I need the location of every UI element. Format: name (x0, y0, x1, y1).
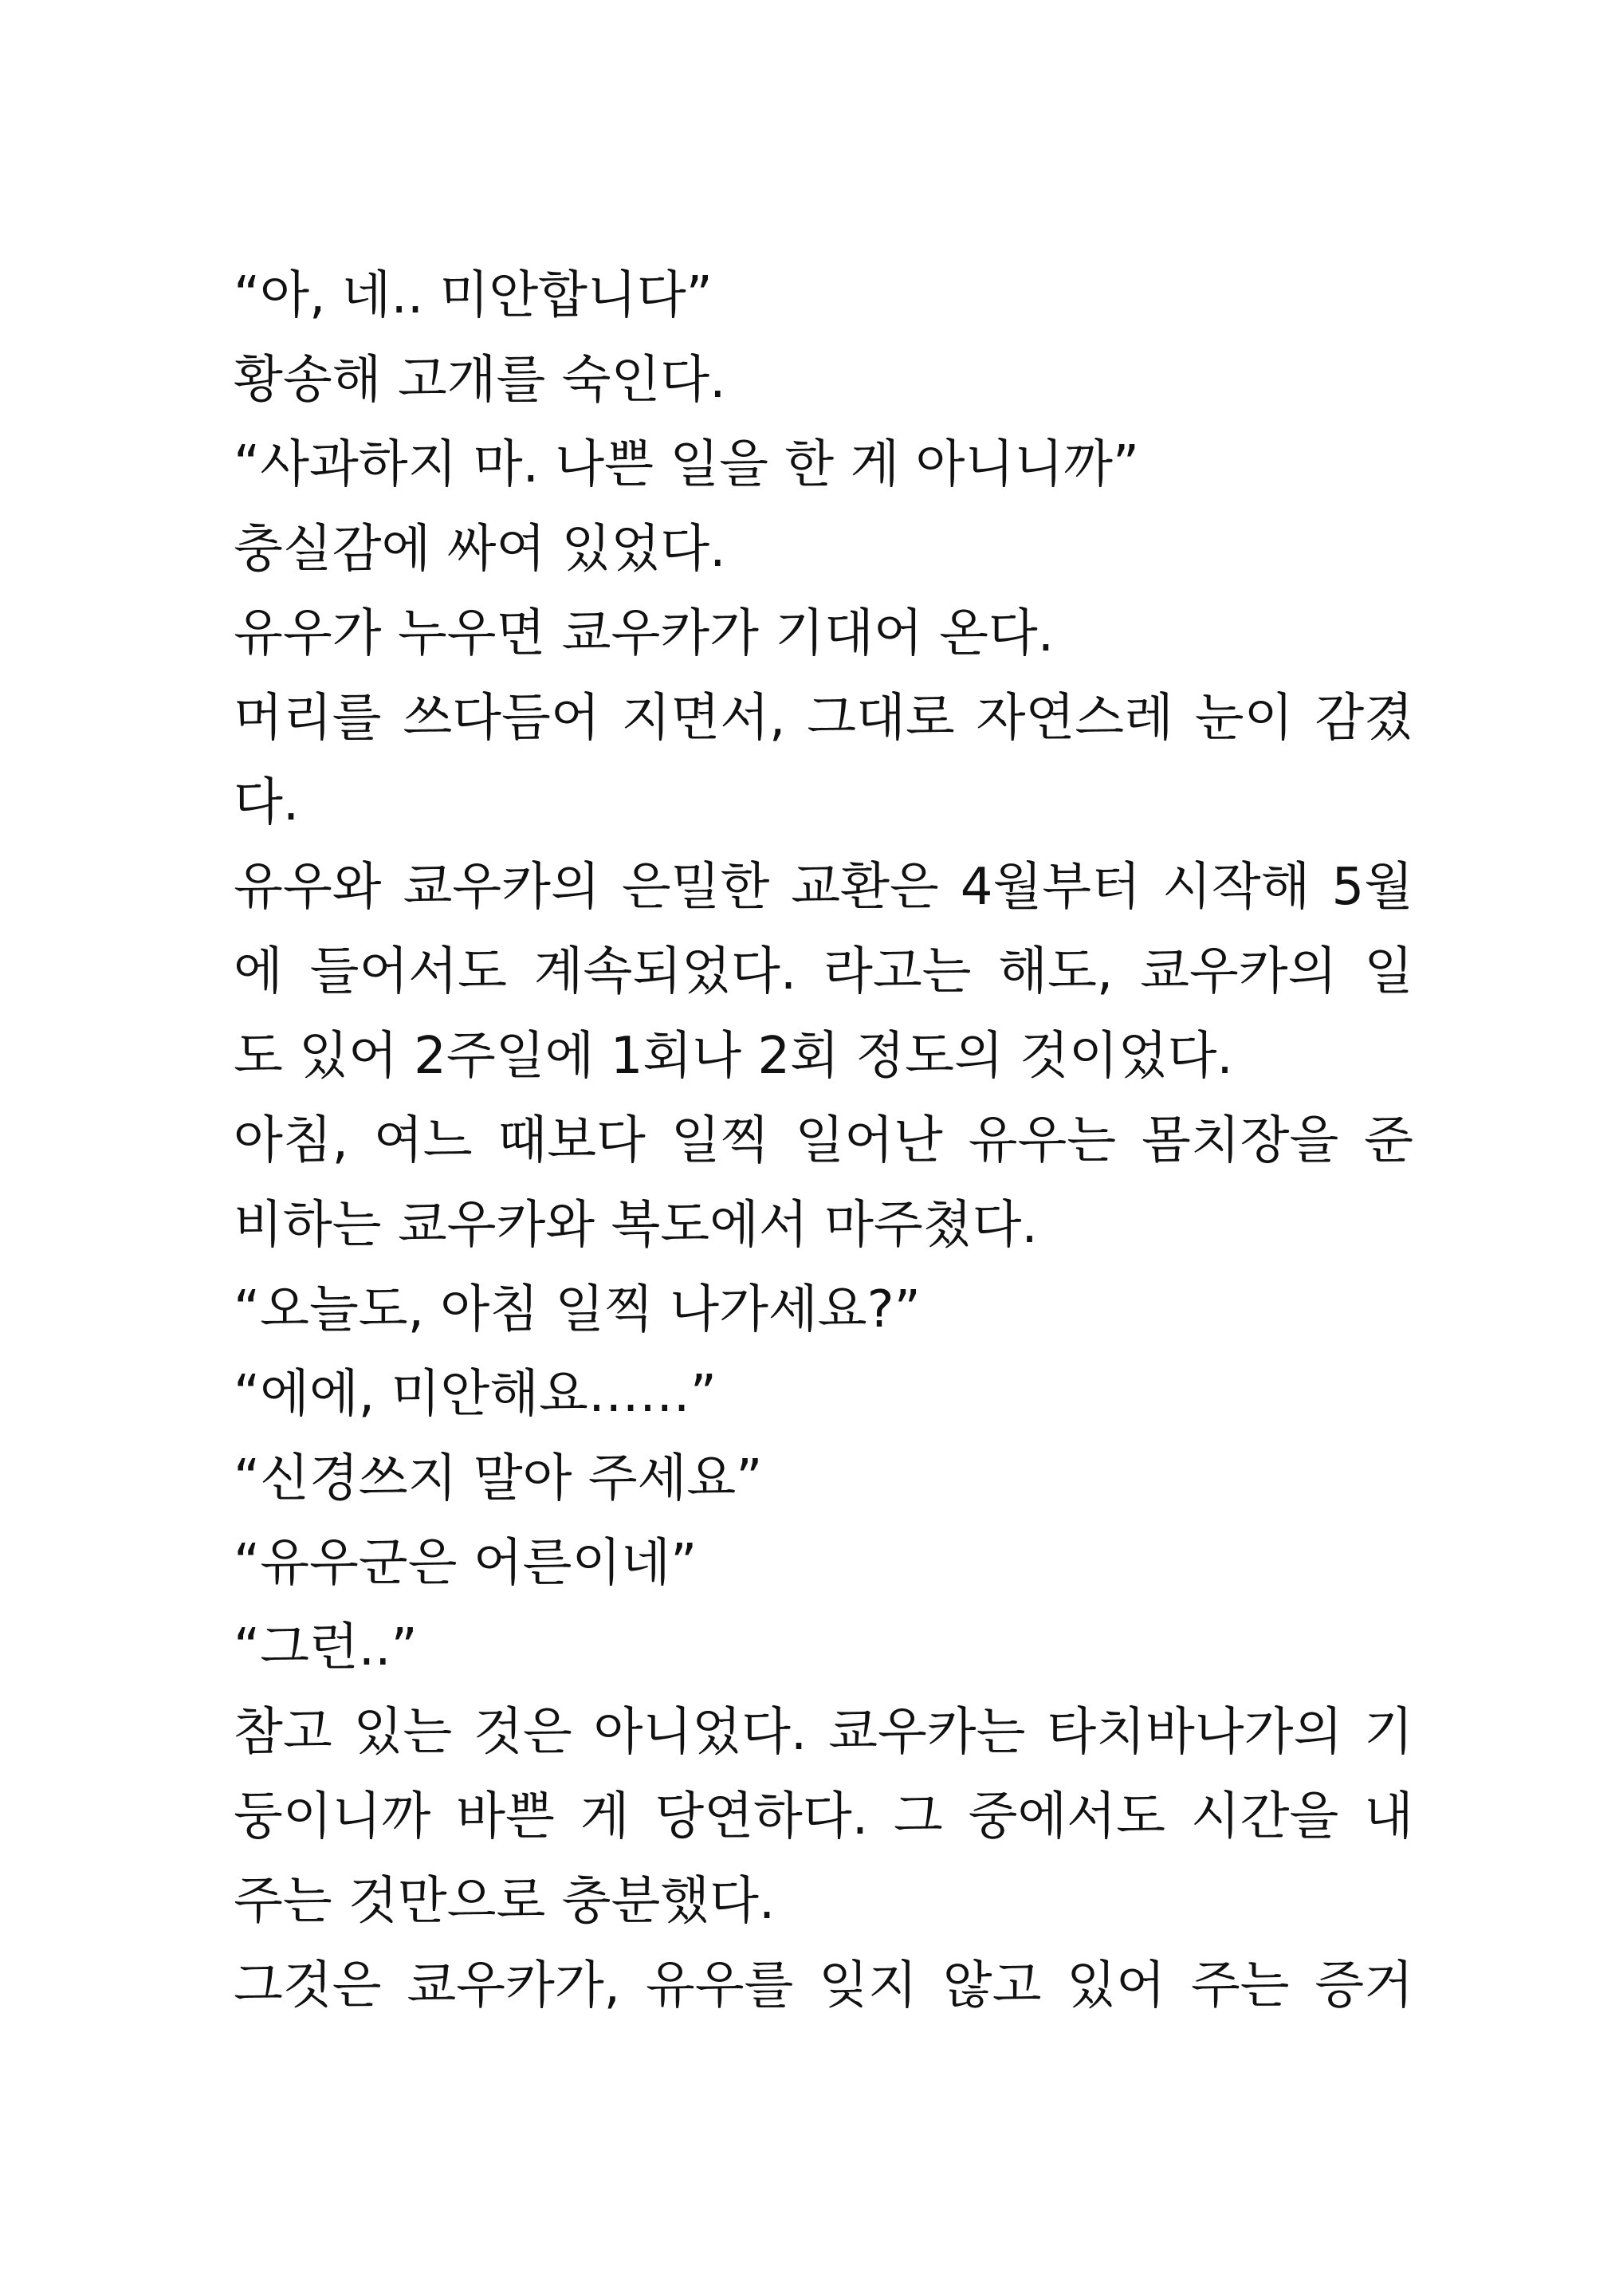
text-line: 머리를 쓰다듬어 지면서, 그대로 자연스레 눈이 감겼 (234, 689, 1413, 748)
dialogue-line: “아, 네.. 미안합니다” (234, 266, 713, 325)
dialogue-line: “오늘도, 아침 일찍 나가세요?” (234, 1280, 921, 1339)
text-line: 다. (234, 773, 300, 832)
dialogue-line: “신경쓰지 말아 주세요” (234, 1449, 763, 1508)
dialogue-line: “그런..” (234, 1618, 418, 1677)
text-line: 둥이니까 바쁜 게 당연하다. 그 중에서도 시간을 내 (234, 1787, 1413, 1846)
text-line: 유우와 쿄우카의 은밀한 교환은 4월부터 시작해 5월 (234, 858, 1413, 917)
text-line: 충실감에 싸여 있었다. (234, 520, 726, 579)
text-line: 도 있어 2주일에 1회나 2회 정도의 것이었다. (234, 1027, 1233, 1086)
text-line: 아침, 여느 때보다 일찍 일어난 유우는 몸치장을 준 (234, 1111, 1413, 1170)
dialogue-line: “사과하지 마. 나쁜 일을 한 게 아니니까” (234, 435, 1140, 494)
text-line: 그것은 쿄우카가, 유우를 잊지 않고 있어 주는 증거 (234, 1956, 1413, 2015)
text-line: 주는 것만으로 충분했다. (234, 1872, 776, 1931)
body-text (234, 254, 1413, 2028)
text-line: 황송해 고개를 숙인다. (234, 351, 726, 410)
text-line: 에 들어서도 계속되었다. 라고는 해도, 쿄우카의 일 (234, 942, 1413, 1001)
dialogue-line: “에에, 미안해요……” (234, 1365, 717, 1424)
text-line: 비하는 쿄우카와 복도에서 마주쳤다. (234, 1196, 1038, 1255)
text-line: 참고 있는 것은 아니었다. 쿄우카는 타치바나가의 기 (234, 1703, 1413, 1762)
dialogue-line: “유우군은 어른이네” (234, 1534, 698, 1593)
text-line: 유우가 누우면 쿄우카가 기대어 온다. (234, 604, 1055, 663)
